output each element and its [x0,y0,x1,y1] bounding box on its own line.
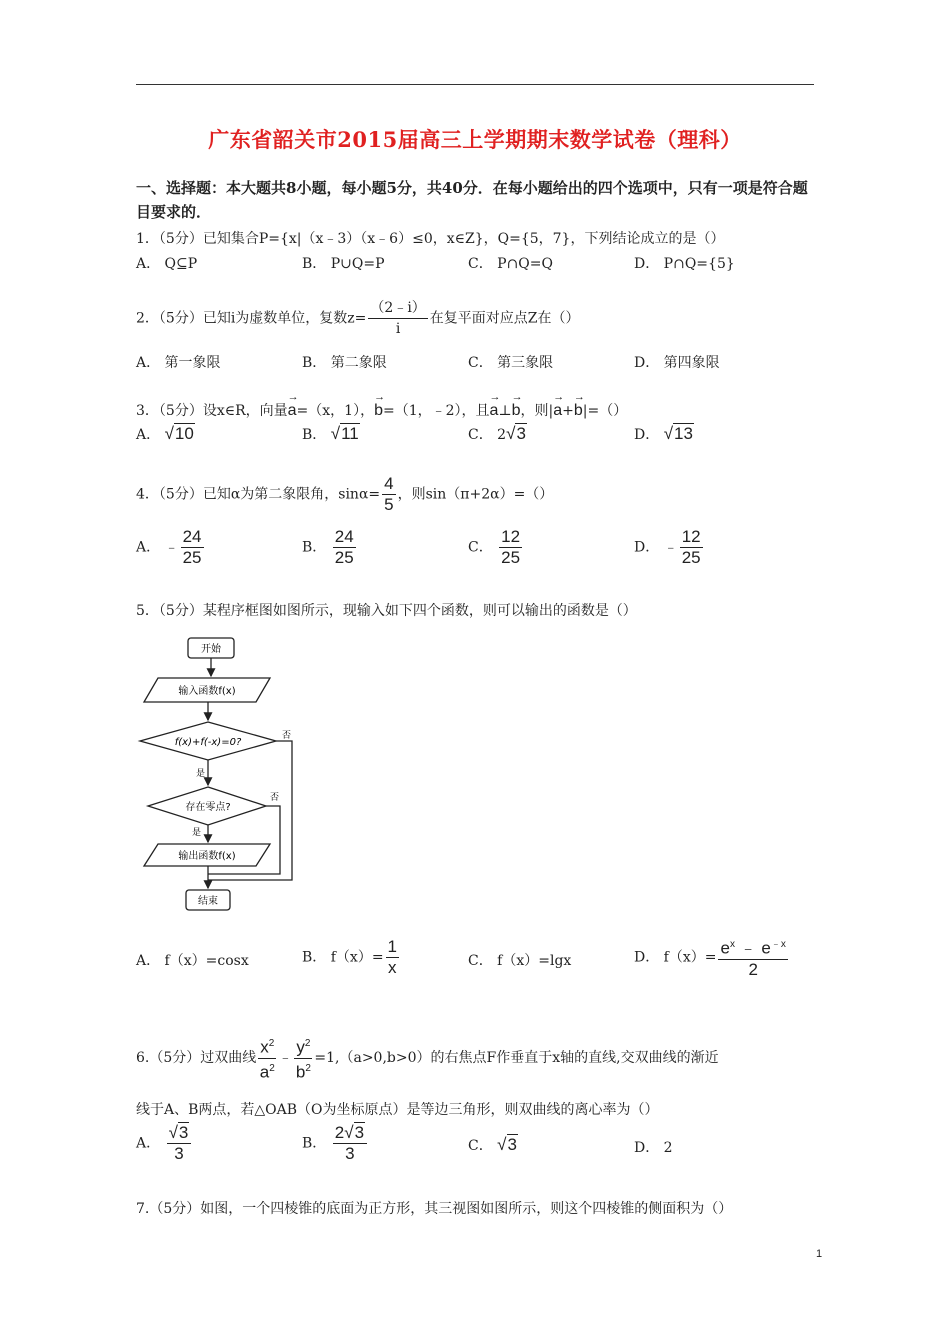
coefficient: 2 [497,427,507,443]
option-label: C． [468,1138,493,1154]
flow-no-2: 否 [270,793,280,803]
option-label: A． [136,1135,161,1152]
q6-pre: 6.（5分）过双曲线 [136,1050,257,1067]
q2-option-d: D． 第四象限 [634,355,720,371]
flow-decision-1-text: f(x)+f(-x)=0? [174,737,242,748]
q3-then: ，则| [520,403,554,419]
radicand: 11 [341,424,359,443]
denominator: 3 [345,1144,355,1163]
q4-option-d [634,527,705,568]
var: x [260,1037,269,1057]
question-1-stem: 1．（5分）已知集合P={x|（x﹣3）（x﹣6）≤0，x∈Z}，Q={5，7}，下列结论成立的是（） [136,231,725,247]
radicand: 3 [507,1135,517,1154]
flow-yes-1: 是 [196,769,206,779]
q3-pre: 3．（5分）设x∈R，向量 [136,403,288,419]
q6-option-d: D． 2 [634,1140,673,1156]
q2-pre: 2．（5分）已知i为虚数单位，复数z= [136,310,367,327]
q2-post: 在复平面对应点Z在（） [429,310,580,327]
option-label: B． [302,427,327,443]
radicand: 3 [178,1123,189,1142]
q4-option-a [136,527,206,568]
radicand: 3 [516,424,526,443]
flowchart [136,630,306,915]
q1-option-a: A． Q⊆P [136,256,198,272]
exponent: ﹣x [770,939,786,950]
q4-option-c [468,527,524,568]
coefficient: 2 [334,1123,345,1142]
numerator: 24 [182,527,202,546]
q5-option-b [302,937,401,978]
flow-end-text: 结束 [198,896,218,907]
option-label: B． f（x）= [302,949,384,966]
perp-symbol: ⊥ [498,403,512,419]
denominator: 2 [748,959,758,979]
exponent: x [729,939,735,950]
fraction [333,527,356,568]
q5-option-d [634,935,790,980]
flow-input-text: 输入函数f(x) [178,686,236,697]
q6-option-b [302,1123,369,1164]
sqrt: √11 [330,424,359,443]
fraction [294,1034,312,1082]
denominator: 25 [501,548,521,567]
q2-option-b: B． 第二象限 [302,355,387,371]
minus-e: ﹣ e [734,938,771,958]
q3-option-d [634,424,694,444]
section-heading: 一、选择题：本大题共8小题，每小题5分，共40分．在每小题给出的四个选项中，只有一项是符合题目要求的． [136,179,808,221]
q2-num: （2﹣i） [368,298,427,319]
vector-b: → b [374,402,383,420]
var: a [259,1062,270,1082]
q4-pre: 4．（5分）已知α为第二象限角，sinα= [136,486,381,503]
var: y [296,1037,305,1057]
q4-fraction [382,474,395,515]
numerator: 12 [501,527,521,546]
denominator: 25 [681,548,701,567]
plus-symbol: + [562,403,574,419]
q4-num: 4 [384,474,394,493]
denominator: 25 [334,548,354,567]
flow-decision-2-text: 存在零点? [185,802,231,813]
option-label: A． [136,539,161,556]
vector-b: → b [512,402,521,420]
vector-a: → a [490,402,499,420]
q5-option-a: A． f（x）=cosx [136,953,249,969]
fraction [181,527,204,568]
option-label: B． [302,539,327,556]
fraction [499,527,522,568]
q6-post: =1,（a>0,b>0）的右焦点F作垂直于x轴的直线,交双曲线的渐近 [314,1050,719,1067]
fraction [718,935,787,980]
radicand: 10 [174,424,194,443]
radicand: 3 [354,1123,365,1142]
denominator: x [388,958,397,977]
q2-fraction [368,298,427,339]
sqrt: √10 [164,424,194,443]
flow-output-text: 输出函数f(x) [178,851,236,862]
q4-den: 5 [384,495,394,514]
numerator: 1 [387,937,398,956]
denominator: 25 [182,548,202,567]
q4-post: ，则sin（π+2α）=（） [397,486,554,503]
q1-option-b: B． P∪Q=P [302,256,385,272]
q3-option-b [302,424,360,444]
q2-option-a: A． 第一象限 [136,355,221,371]
numerator: 12 [681,527,701,546]
option-label: D． [634,539,660,556]
page-number: 1 [816,1248,823,1260]
q3-option-c [468,424,527,444]
denominator: $a^2$ [259,1062,275,1082]
numerator: √3 [167,1123,192,1144]
question-7-stem: 7.（5分）如图，一个四棱锥的底面为正方形，其三视图如图所示，则这个四棱锥的侧面积为（） [136,1201,733,1217]
fraction [258,1034,276,1082]
sqrt: √3 [506,424,526,443]
minus-sign: ﹣ [278,1050,293,1067]
option-label: B． [302,1135,327,1152]
header-rule [136,84,814,85]
q5-option-c: C． f（x）=lgx [468,953,572,969]
denominator: $b^2$ [295,1062,311,1082]
numerator: 2√3 [333,1123,367,1144]
fraction [680,527,703,568]
vector-a: → a [288,402,297,420]
numerator: $x^2$ [258,1034,276,1059]
flow-start-text: 开始 [201,644,221,655]
flow-yes-2: 是 [192,828,202,838]
question-4-stem [136,474,553,515]
option-label: C． [468,427,493,443]
denominator: 3 [174,1144,184,1163]
minus-sign: ﹣ [663,539,678,556]
option-label: D． f（x）= [634,949,717,966]
q6-option-c [468,1135,518,1155]
sqrt: √13 [663,424,693,443]
q2-den: i [395,321,401,337]
q1-option-c: C． P∩Q=Q [468,256,553,272]
sqrt: √3 [497,1135,517,1154]
vector-b: → b [574,402,583,420]
q1-option-d: D． P∩Q={5} [634,256,735,272]
numerator [718,935,787,960]
question-5-stem: 5．（5分）某程序框图如图所示，现输入如下四个函数，则可以输出的函数是（） [136,603,637,619]
fraction [333,1123,367,1164]
numerator: $y^2$ [294,1034,312,1059]
fraction [167,1123,192,1164]
radicand: 13 [674,424,693,443]
q6-option-a [136,1123,193,1164]
e-base: e [720,938,730,958]
q3-end: |=（） [582,403,628,419]
numerator: 24 [334,527,354,546]
question-6-stem [136,1034,719,1082]
question-2-stem [136,298,580,339]
page-title: 广东省韶关市2015届高三上学期期末数学试卷（理科） [208,127,742,152]
var: b [295,1062,306,1082]
minus-sign: ﹣ [164,539,179,556]
q2-option-c: C． 第三象限 [468,355,554,371]
question-6-stem-line-2: 线于A、B两点，若△OAB（O为坐标原点）是等边三角形，则双曲线的离心率为（） [136,1102,659,1118]
vector-a: → a [553,402,562,420]
q3-a-def: =（x，1）， [296,403,375,419]
option-label: C． [468,539,493,556]
fraction [386,937,399,978]
q3-option-a [136,424,195,444]
q4-option-b [302,527,358,568]
question-3-stem [136,400,627,420]
option-label: A． [136,427,161,443]
q3-b-def: =（1，﹣2），且 [382,403,490,419]
option-label: D． [634,427,660,443]
flow-no-1: 否 [282,731,292,741]
